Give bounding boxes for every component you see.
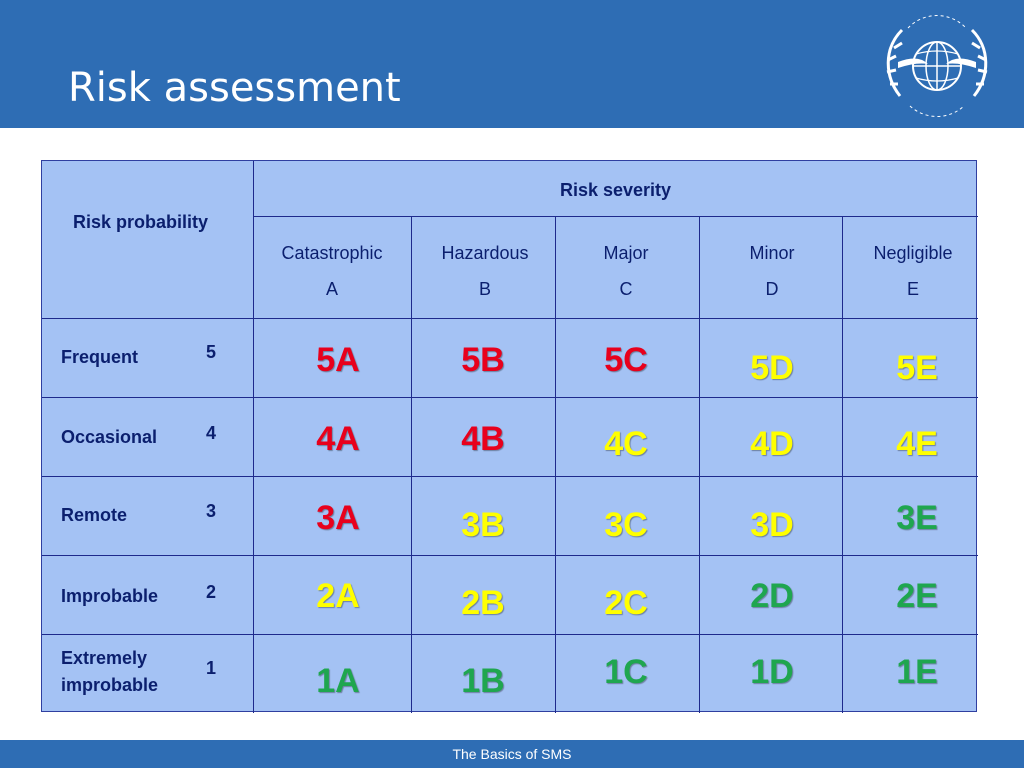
risk-matrix	[41, 160, 977, 712]
risk-cell-5b: 5B	[461, 341, 505, 379]
risk-cell-3c: 3C	[604, 506, 648, 544]
risk-cell-2d: 2D	[750, 577, 794, 615]
probability-value: 4	[206, 423, 217, 443]
risk-cell-3a: 3A	[316, 499, 360, 537]
severity-name: Negligible	[873, 243, 953, 263]
probability-value: 2	[206, 582, 217, 602]
risk-cell-2a: 2A	[316, 577, 360, 615]
grid-line	[411, 217, 412, 713]
risk-cell-2e: 2E	[896, 577, 938, 615]
probability-occasional: Occasional	[61, 427, 158, 447]
severity-name: Major	[603, 243, 649, 263]
severity-col-minor	[707, 235, 837, 307]
risk-cell-3b: 3B	[461, 506, 505, 544]
severity-code: D	[765, 279, 779, 299]
risk-cell-3e: 3E	[896, 499, 938, 537]
grid-line	[842, 217, 843, 713]
risk-cell-4b: 4B	[461, 420, 505, 458]
probability-value: 5	[206, 342, 217, 362]
grid-line	[253, 161, 254, 713]
probability-value: 1	[206, 658, 217, 678]
severity-col-hazardous	[420, 235, 550, 307]
risk-cell-5e: 5E	[896, 349, 938, 387]
severity-col-catastrophic	[267, 235, 397, 307]
severity-code: A	[325, 279, 338, 299]
risk-cell-1d: 1D	[750, 653, 794, 691]
severity-col-negligible	[848, 235, 978, 307]
risk-cell-5a: 5A	[316, 341, 360, 379]
severity-col-major	[561, 235, 691, 307]
risk-cell-5d: 5D	[750, 349, 794, 387]
risk-severity-header: Risk severity	[559, 180, 672, 200]
probability-extremely-improbable: Extremely improbable	[61, 648, 159, 695]
severity-name: Catastrophic	[281, 243, 383, 263]
grid-line	[699, 217, 700, 713]
risk-cell-4d: 4D	[750, 425, 794, 463]
footer-text: The Basics of SMS	[452, 746, 572, 762]
grid-line	[42, 397, 978, 398]
risk-cell-4a: 4A	[316, 420, 360, 458]
severity-name: Minor	[749, 243, 795, 263]
grid-line	[555, 217, 556, 713]
risk-cell-1c: 1C	[604, 653, 648, 691]
grid-line	[253, 216, 978, 217]
severity-code: B	[478, 279, 491, 299]
slide-title: Risk assessment	[68, 65, 401, 111]
risk-cell-2b: 2B	[461, 584, 505, 622]
severity-code: C	[619, 279, 633, 299]
risk-cell-4c: 4C	[604, 425, 648, 463]
risk-cell-2c: 2C	[604, 584, 648, 622]
risk-probability-header: Risk probability	[73, 212, 209, 232]
risk-cell-4e: 4E	[896, 425, 938, 463]
icao-logo	[878, 10, 996, 120]
probability-improbable: Improbable	[61, 586, 159, 606]
risk-cell-5c: 5C	[604, 341, 648, 379]
grid-line	[42, 634, 978, 635]
probability-frequent: Frequent	[61, 347, 139, 367]
grid-line	[42, 555, 978, 556]
risk-cell-3d: 3D	[750, 506, 794, 544]
probability-value: 3	[206, 501, 217, 521]
risk-cell-1a: 1A	[316, 662, 360, 700]
severity-name: Hazardous	[441, 243, 529, 263]
grid-line	[42, 476, 978, 477]
risk-cell-1b: 1B	[461, 662, 505, 700]
grid-line	[42, 318, 978, 319]
probability-remote: Remote	[61, 505, 128, 525]
risk-cell-1e: 1E	[896, 653, 938, 691]
severity-code: E	[906, 279, 919, 299]
